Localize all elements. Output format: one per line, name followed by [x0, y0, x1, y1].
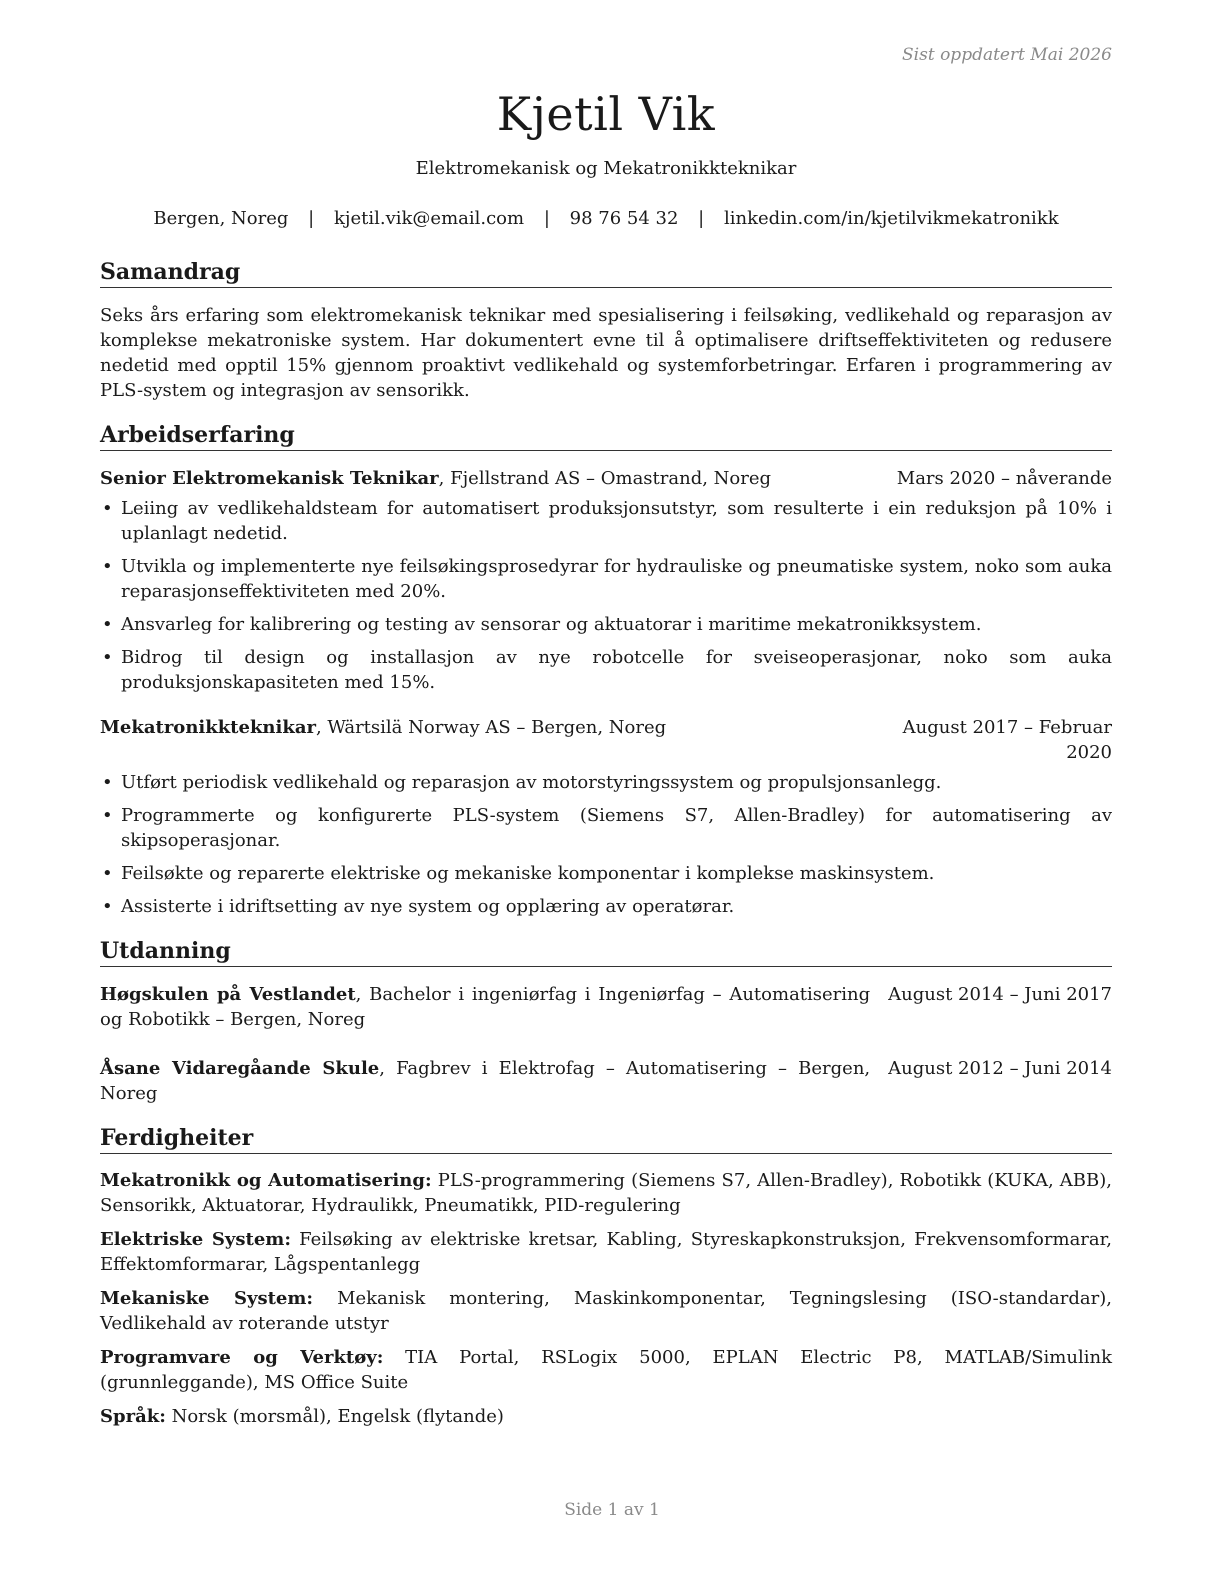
skill-label: Språk:	[100, 1406, 166, 1427]
job-bullet: • Utført periodisk vedlikehald og reparasjon av motorstyringssystem og propulsjonsanlegg.	[100, 770, 1112, 795]
resume-page	[100, 40, 1112, 1429]
candidate-title: Elektromekanisk og Mekatronikkteknikar	[415, 158, 797, 179]
summary-text: Seks års erfaring som elektromekanisk teknikar med spesialisering i feilsøking, vedlikehald og reparasjon av komplekse mekatroniske system. Har dokumentert evne til å optimalisere driftseffektiviteten og redusere nedetid med opptil 15% gjennom proaktivt vedlikehald og systemforbetringar. Erfaren i programmering av PLS-system og integrasjon av sensorikk.	[100, 305, 1112, 401]
education-header	[100, 1056, 1112, 1106]
last-updated-note: Sist oppdatert Mai 2026	[902, 45, 1112, 65]
job-entry	[100, 715, 1112, 919]
education-heading: Utdanning	[100, 937, 1112, 967]
job-bullet: • Leiing av vedlikehaldsteam for automatisert produksjonsutstyr, som resulterte i ein reduksjon på 10% i uplanlagt nedetid.	[100, 496, 1112, 546]
job-role: Senior Elektromekanisk Teknikar	[100, 468, 439, 489]
skill-text: Norsk (morsmål), Engelsk (flytande)	[171, 1406, 504, 1427]
education-detail: , Fagbrev i Elektrofag – Automatisering – Bergen, Noreg	[100, 1058, 871, 1104]
education-header	[100, 982, 1112, 1032]
job-bullet: • Programmerte og konfigurerte PLS-system (Siemens S7, Allen-Bradley) for automatisering av skipsoperasjonar.	[100, 803, 1112, 853]
job-bullet: • Ansvarleg for kalibrering og testing av sensorar og aktuatorar i maritime mekatronikksystem.	[100, 612, 1112, 637]
job-header	[100, 466, 1112, 491]
skill-text: TIA Portal, RSLogix 5000, EPLAN Electric P8, MATLAB/Simulink (grunnleggande), MS Office Suite	[100, 1347, 1112, 1393]
skill-label: Mekatronikk og Automatisering:	[100, 1170, 432, 1191]
skills-heading: Ferdigheiter	[100, 1124, 1112, 1154]
contact-linkedin[interactable]: linkedin.com/in/kjetilvikmekatronikk	[723, 208, 1059, 229]
contact-phone: 98 76 54 32	[569, 208, 679, 229]
contact-location: Bergen, Noreg	[153, 208, 289, 229]
education-detail: , Bachelor i ingeniørfag i Ingeniørfag – Automatisering og Robotikk – Bergen, Noreg	[100, 984, 871, 1030]
job-company: , Wärtsilä Norway AS – Bergen, Noreg	[315, 717, 667, 738]
experience-section	[100, 421, 1112, 919]
education-entry	[100, 1056, 1112, 1106]
summary-heading: Samandrag	[100, 258, 1112, 288]
job-entry	[100, 466, 1112, 695]
job-bullet: • Assisterte i idriftsetting av nye system og opplæring av operatørar.	[100, 894, 1112, 919]
job-bullet: • Utvikla og implementerte nye feilsøkingsprosedyrar for hydrauliske og pneumatiske system, noko som auka reparasjonseffektiviteten med 20%.	[100, 554, 1112, 604]
job-role-company	[100, 715, 872, 765]
skill-line	[100, 1227, 1112, 1277]
summary-section	[100, 258, 1112, 403]
job-bullet: • Bidrog til design og installasjon av nye robotcelle for sveiseoperasjonar, noko som auka produksjonskapasiteten med 15%.	[100, 645, 1112, 695]
contact-separator: |	[543, 208, 550, 229]
education-dates: August 2012 – Juni 2014	[888, 1058, 1112, 1079]
job-company: , Fjellstrand AS – Omastrand, Noreg	[438, 468, 772, 489]
job-header	[100, 715, 1112, 765]
contact-separator: |	[698, 208, 705, 229]
skill-label: Elektriske System:	[100, 1229, 291, 1250]
job-bullet: • Feilsøkte og reparerte elektriske og mekaniske komponentar i komplekse maskinsystem.	[100, 861, 1112, 886]
education-school-detail	[100, 1056, 888, 1106]
skill-label: Programvare og Verktøy:	[100, 1347, 384, 1368]
job-bullets	[100, 496, 1112, 695]
job-dates: August 2017 – Februar 2020	[902, 717, 1112, 763]
contact-email[interactable]: kjetil.vik@email.com	[333, 208, 525, 229]
contact-separator: |	[308, 208, 315, 229]
candidate-name: Kjetil Vik	[496, 87, 716, 141]
skill-text: Mekanisk montering, Maskinkomponentar, Tegningslesing (ISO-standardar), Vedlikehald av roterande utstyr	[100, 1288, 1112, 1334]
skill-line	[100, 1168, 1112, 1218]
job-bullets	[100, 770, 1112, 919]
skill-line	[100, 1404, 1112, 1429]
job-role-company	[100, 466, 897, 491]
job-dates: Mars 2020 – nåverande	[896, 468, 1112, 489]
page-number: Side 1 av 1	[564, 1500, 660, 1520]
contact-line	[100, 206, 1112, 232]
skill-label: Mekaniske System:	[100, 1288, 314, 1309]
skill-line	[100, 1286, 1112, 1336]
skill-line	[100, 1345, 1112, 1395]
education-section	[100, 937, 1112, 1106]
education-school: Åsane Vidaregåande Skule	[100, 1058, 380, 1079]
skill-text: PLS-programmering (Siemens S7, Allen-Bradley), Robotikk (KUKA, ABB), Sensorikk, Aktuatorar, Hydraulikk, Pneumatikk, PID-regulering	[100, 1170, 1112, 1216]
education-school-detail	[100, 982, 888, 1032]
education-dates: August 2014 – Juni 2017	[888, 984, 1112, 1005]
education-school: Høgskulen på Vestlandet	[100, 984, 356, 1005]
skill-text: Feilsøking av elektriske kretsar, Kabling, Styreskapkonstruksjon, Frekvensomformarar, Effektomformarar, Lågspentanlegg	[100, 1229, 1112, 1275]
education-entry	[100, 982, 1112, 1032]
skills-section	[100, 1124, 1112, 1429]
experience-heading: Arbeidserfaring	[100, 421, 1112, 451]
job-role: Mekatronikkteknikar	[100, 717, 316, 738]
